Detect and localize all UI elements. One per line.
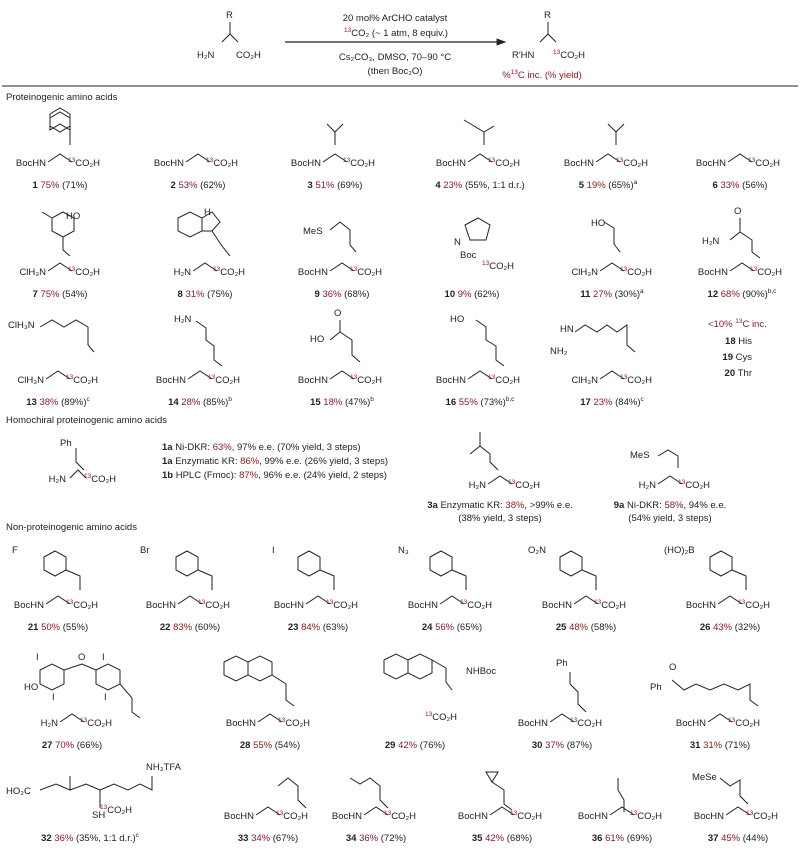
- low-incorporation-list: [708, 318, 767, 379]
- compound-14: [156, 371, 240, 408]
- amine-label: BocHN: [273, 600, 304, 611]
- compound-36: [578, 807, 662, 844]
- compound-27: [41, 714, 113, 751]
- product-structure: [502, 10, 585, 81]
- compound-33: [224, 807, 308, 844]
- compound-caption: 15 18% $(47\%)^b$: [310, 396, 374, 408]
- homochiral-line: 1a Ni-DKR: 63%, 97% e.e. (70% yield, 3 steps): [162, 442, 361, 453]
- compound-34: [332, 807, 416, 844]
- reactant-structure: [197, 10, 261, 61]
- thyroxine-i4-label: I: [104, 692, 107, 703]
- amine-label: ClH₃N: [571, 267, 598, 278]
- carboxyl-label: $^{13}$CO₂H: [630, 810, 663, 822]
- amine-label: BocHN: [457, 811, 488, 822]
- compound-35: [458, 807, 542, 844]
- carboxyl-label: $^{13}$CO₂H: [384, 810, 417, 822]
- carboxyl-label: $^{13}$CO₂H: [350, 374, 383, 386]
- compound-caption: 4 23% (55%, 1:1 d.r.): [435, 180, 525, 191]
- carboxyl-label: $^{13}$CO₂H: [750, 266, 783, 278]
- condition-catalyst: 20 mol% ArCHO catalyst: [342, 13, 448, 24]
- carboxyl-label: $^{13}$CO₂H: [208, 374, 241, 386]
- reactant-r-label: R: [226, 10, 233, 21]
- compound-1: [16, 154, 100, 191]
- amine-label: BocHN: [517, 718, 548, 729]
- homochiral-caption-yield: (38% yield, 3 steps): [458, 513, 542, 524]
- carboxyl-label: $^{13}$CO₂H: [206, 157, 239, 169]
- compound-15: [298, 371, 382, 408]
- asn-o-label: O: [734, 206, 742, 217]
- compound-caption: 7 75% (54%): [32, 289, 88, 300]
- compound-caption: 3 51% (69%): [307, 180, 363, 191]
- compound-caption: 24 56% (65%): [421, 622, 483, 633]
- homochiral-caption-yield: (54% yield, 3 steps): [628, 513, 712, 524]
- product-amine-label: R′HN: [512, 50, 535, 61]
- compound-caption: 35 42% (68%): [471, 833, 533, 844]
- condition-co2: [344, 27, 448, 39]
- low-inc-item: 18 His: [725, 336, 752, 347]
- hydroxy-label: HO: [66, 211, 81, 222]
- carboxyl-label: $^{13}$CO₂H: [510, 810, 543, 822]
- amine-label: BocHN: [225, 718, 256, 729]
- compound-caption: 13 38% $(89\%)^c$: [26, 396, 90, 408]
- carboxyl-label: $^{13}$CO₂H: [66, 599, 99, 611]
- amine-label: BocHN: [675, 718, 706, 729]
- amine-label: H₂N: [40, 718, 58, 729]
- carboxyl-label: $^{13}$CO₂H: [488, 374, 521, 386]
- compound-caption: 28 55% (54%): [239, 740, 301, 751]
- compound-caption: 27 70% (66%): [41, 740, 103, 751]
- proline-n-label: N: [454, 237, 461, 248]
- homochiral-line: 1a Enzymatic KR: 86%, 99% e.e. (26% yield, 3 steps): [162, 456, 389, 467]
- amine-label: H₂N: [173, 267, 191, 278]
- carboxyl-label: $^{13}$CO₂H: [276, 810, 309, 822]
- indole-nh-label: H: [204, 207, 211, 218]
- compound-caption: 36 61% (69%): [591, 833, 653, 844]
- nh3tfa-label: NH₃TFA: [146, 762, 182, 773]
- compound-caption: 12 68% $(90\%)^{b,c}$: [707, 288, 777, 300]
- phe-ph-label: Ph: [60, 438, 72, 449]
- ph-label-30: Ph: [556, 658, 568, 669]
- benzamide-o-label: O: [669, 662, 677, 673]
- carboxyl-label: $^{13}$CO₂H: [728, 717, 761, 729]
- compound-caption: 26 43% (32%): [699, 622, 761, 633]
- compound-caption: 37 45% (44%): [707, 833, 769, 844]
- asn-amide-label: H₂N: [702, 236, 720, 247]
- compound-16: [436, 371, 520, 408]
- compound-caption: 2 53% (62%): [170, 180, 226, 191]
- compound-11: [571, 263, 652, 300]
- amine-label: ClH₃N: [19, 267, 46, 278]
- carboxyl-label: $^{13}$CO₂H: [678, 479, 711, 491]
- amine-label: BocHN: [685, 600, 716, 611]
- compound-7: [19, 263, 100, 300]
- carboxyl-label: $^{13}$CO₂H: [198, 599, 231, 611]
- product-legend: %$^{13}$C inc. (% yield): [502, 69, 582, 81]
- gln-amide-label: H₂N: [174, 314, 192, 325]
- compound-25: [542, 596, 626, 633]
- side-chain-drawings: [40, 108, 760, 812]
- compound-28: [226, 714, 310, 751]
- carboxyl-label: $^{13}$CO₂H: [738, 599, 771, 611]
- compound-37: [694, 807, 778, 844]
- compound-31: [676, 714, 760, 751]
- nhboc-label: NHBoc: [466, 666, 497, 677]
- lys-amine-label: ClH₃N: [8, 320, 35, 331]
- carboxyl-label: $^{13}$CO₂H: [326, 599, 359, 611]
- compound-caption: 9 36% (68%): [314, 289, 370, 300]
- arg-nh2-label: NH₂: [550, 346, 568, 357]
- carboxyl-label: $^{13}$CO₂H: [620, 374, 653, 386]
- compound-26: [686, 596, 770, 633]
- carboxyl-label: $^{13}$CO₂H: [213, 266, 246, 278]
- carboxyl-label: $^{13}$CO₂H: [570, 717, 603, 729]
- fluoro-label: F: [12, 545, 18, 556]
- compound-6: [696, 154, 780, 191]
- cys-sh-label: SH: [92, 810, 106, 821]
- compound-caption: 32 36% (35%, 1:1 d.r.)$^c$: [41, 832, 139, 844]
- compound-caption: 22 83% (60%): [159, 622, 221, 633]
- condition-boc: (then Boc₂O): [367, 66, 423, 77]
- iodo-label: I: [272, 545, 275, 556]
- azido-label: N₃: [398, 545, 409, 556]
- compound-5: [564, 154, 648, 191]
- amine-label: BocHN: [145, 600, 176, 611]
- carboxyl-label: $^{13}$CO₂H: [594, 599, 627, 611]
- proline-boc-label: Boc: [460, 250, 477, 261]
- compound-caption: 6 33% (56%): [712, 180, 768, 191]
- compound-32: [41, 804, 140, 844]
- section-title-proteinogenic: Proteinogenic amino acids: [6, 92, 118, 103]
- compound-caption: 34 36% (72%): [345, 833, 407, 844]
- carboxyl-label: $^{13}$CO₂H: [68, 266, 101, 278]
- mese-label: MeSe: [692, 772, 717, 783]
- carboxyl-label: $^{13}$CO₂H: [66, 374, 99, 386]
- thyroxine-i3-label: I: [102, 652, 105, 663]
- carboxyl-label: $^{13}$CO₂H: [350, 266, 383, 278]
- carboxyl-label: $^{13}$CO₂H: [100, 804, 133, 816]
- condition-base: Cs₂CO₃, DMSO, 70–90 °C: [338, 52, 452, 63]
- compound-caption: 31 31% (71%): [689, 740, 751, 751]
- amine-label: BocHN: [435, 375, 466, 386]
- compound-9: [298, 263, 382, 300]
- amine-label: BocHN: [577, 811, 608, 822]
- nitro-label: O₂N: [528, 545, 546, 556]
- amine-label: BocHN: [13, 600, 44, 611]
- compound-2: [154, 154, 238, 191]
- amine-label: BocHN: [695, 158, 726, 169]
- amine-label: BocHN: [15, 158, 46, 169]
- amine-label: BocHN: [697, 267, 728, 278]
- amine-label: BocHN: [297, 375, 328, 386]
- carboxyl-label: $^{13}$CO₂H: [84, 473, 117, 485]
- amine-label: BocHN: [153, 158, 184, 169]
- thyroxine-i2-label: I: [52, 692, 55, 703]
- amine-label: BocHN: [541, 600, 572, 611]
- reaction-scheme: [197, 10, 585, 81]
- amine-label: H₂N: [48, 474, 66, 485]
- compound-caption: 25 48% (58%): [555, 622, 617, 633]
- carboxyl-label: $^{13}$CO₂H: [488, 157, 521, 169]
- compound-8: [174, 263, 246, 300]
- compound-22: [146, 596, 230, 633]
- compound-caption: 30 37% (87%): [531, 740, 593, 751]
- gly-acid-label: HO₂C: [6, 786, 31, 797]
- homochiral-caption: 3a Enzymatic KR: 38%, >99% e.e.: [427, 500, 573, 511]
- section-title-homochiral: Homochiral proteinogenic amino acids: [6, 415, 168, 426]
- boronic-label: (HO)₂B: [664, 545, 695, 556]
- section-title-nonproteinogenic: Non-proteinogenic amino acids: [6, 522, 137, 533]
- compound-12: [698, 263, 782, 300]
- glu-ho-label: HO: [450, 314, 465, 325]
- compound-23: [274, 596, 358, 633]
- compound-3: [291, 154, 375, 191]
- compound-caption: 29 42% (76%): [384, 740, 446, 751]
- low-inc-item: 20 Thr: [724, 368, 752, 379]
- compound-caption: 16 55% $(73\%)^{b,c}$: [445, 396, 515, 408]
- condition-co2-text: CO₂ (~ 1 atm, 8 equiv.): [351, 28, 448, 39]
- compound-caption: 10 9% (62%): [444, 289, 500, 300]
- ph-label-31: Ph: [650, 682, 662, 693]
- compound-13: [17, 371, 98, 408]
- carboxyl-label: $^{13}$CO₂H: [80, 717, 113, 729]
- bromo-label: Br: [140, 545, 150, 556]
- amine-label: BocHN: [155, 375, 186, 386]
- homochiral-results: [49, 442, 727, 524]
- amine-label: BocHN: [331, 811, 362, 822]
- mes-label-9: MeS: [303, 226, 323, 237]
- amine-label: BocHN: [563, 158, 594, 169]
- compound-17: [571, 371, 652, 408]
- reactant-acid-label: CO₂H: [236, 50, 261, 61]
- thyroxine-i1-label: I: [36, 652, 39, 663]
- carboxyl-label: $^{13}$CO₂H: [620, 266, 653, 278]
- compound-caption: 17 23% $(84\%)^c$: [580, 396, 644, 408]
- compound-caption: 1 75% (71%): [32, 180, 88, 191]
- compound-caption: 23 84% (63%): [287, 622, 349, 633]
- serine-oh-label: HO: [591, 218, 606, 229]
- low-inc-heading: <10% $^{13}$C inc.: [708, 318, 767, 330]
- thyroxine-o-label: O: [78, 652, 86, 663]
- amine-label: BocHN: [223, 811, 254, 822]
- carboxyl-label: $^{13}$CO₂H: [460, 599, 493, 611]
- carboxyl-label: $^{13}$CO₂H: [425, 711, 458, 723]
- compound-10: [445, 260, 515, 300]
- carboxyl-label: $^{13}$CO₂H: [616, 157, 649, 169]
- product-acid-label: $^{13}$CO₂H: [553, 49, 586, 61]
- amine-label: BocHN: [435, 158, 466, 169]
- asp-oh-label: HO: [310, 334, 325, 345]
- compound-caption: 33 34% (67%): [237, 833, 299, 844]
- reactant-amine-label: H₂N: [197, 50, 215, 61]
- homochiral-caption: 9a Ni-DKR: 58%, 94% e.e.: [613, 500, 727, 511]
- amine-label: BocHN: [407, 600, 438, 611]
- condition-co2-isotope: 13: [344, 27, 352, 34]
- carboxyl-label: $^{13}$CO₂H: [68, 157, 101, 169]
- asp-o-label: O: [334, 308, 342, 319]
- amine-label: H₂N: [468, 480, 486, 491]
- amine-label: H₂N: [638, 480, 656, 491]
- arg-nh-label: HN: [560, 324, 574, 335]
- carboxyl-label: $^{13}$CO₂H: [343, 157, 376, 169]
- amine-label: BocHN: [290, 158, 321, 169]
- amine-label: ClH₃N: [17, 375, 44, 386]
- compound-caption: 21 50% (55%): [27, 622, 89, 633]
- mes-label-9a: MeS: [630, 450, 650, 461]
- compound-labels: [14, 154, 782, 844]
- compound-caption: 8 31% (75%): [177, 289, 233, 300]
- low-inc-item: 19 Cys: [722, 352, 752, 363]
- carboxyl-label: $^{13}$CO₂H: [748, 157, 781, 169]
- compound-24: [408, 596, 492, 633]
- homochiral-line: 1b HPLC (Fmoc): 87%, 96% e.e. (24% yield, 2 steps): [162, 470, 387, 481]
- compound-caption: 5 19% $(65\%)^a$: [578, 179, 638, 191]
- carboxyl-label: $^{13}$CO₂H: [482, 260, 515, 272]
- amine-label: BocHN: [693, 811, 724, 822]
- compound-caption: 14 28% $(85\%)^b$: [168, 396, 232, 408]
- amine-label: BocHN: [297, 267, 328, 278]
- thyroxine-ho-label: HO: [24, 682, 39, 693]
- carboxyl-label: $^{13}$CO₂H: [508, 479, 541, 491]
- compound-4: [435, 154, 524, 191]
- compound-29: [385, 711, 457, 751]
- product-r-label: R: [544, 10, 551, 21]
- carboxyl-label: $^{13}$CO₂H: [746, 810, 779, 822]
- compound-caption: 11 27% $(30\%)^a$: [580, 288, 644, 300]
- compound-21: [14, 596, 98, 633]
- carboxyl-label: $^{13}$CO₂H: [278, 717, 311, 729]
- amine-label: ClH₃N: [571, 375, 598, 386]
- compound-30: [518, 714, 602, 751]
